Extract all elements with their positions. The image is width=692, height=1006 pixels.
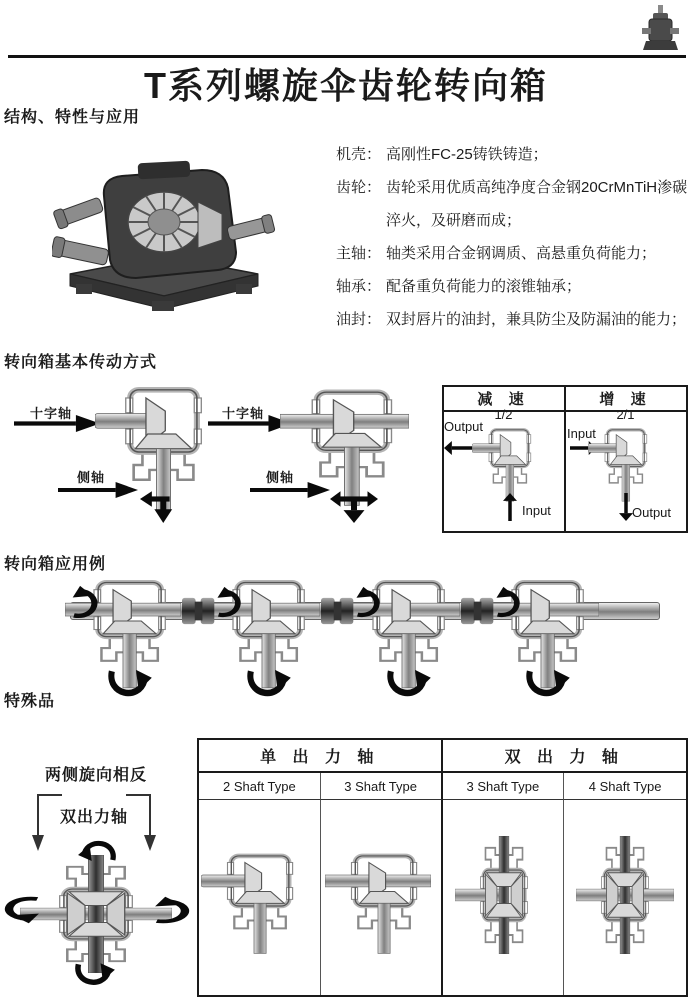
type-header: 2 Shaft Type [199, 773, 321, 800]
output-label: Output [444, 419, 484, 434]
type-cell [321, 800, 443, 995]
spec-label: 齿轮： [336, 179, 382, 196]
gearbox-4shaft-diagram [576, 836, 674, 954]
counter-rotation-note: 两侧旋向相反 [45, 767, 148, 784]
rotation-arrow-icon [493, 586, 523, 618]
cross-shaft-label: 十字轴 [222, 406, 265, 421]
rotation-arrow-icon [246, 666, 292, 700]
reduction-header: 减 速 [477, 391, 530, 408]
spec-text: 齿轮采用优质高纯净度合金钢20CrMnTiH渗碳淬火，及研磨而成； [386, 179, 688, 229]
increase-ratio: 2/1 [616, 407, 635, 422]
spec-label: 机壳： [336, 146, 382, 163]
spec-label: 轴承： [336, 278, 382, 295]
output-direction-arrows-icon [330, 487, 378, 523]
rotation-arrow-icon [214, 586, 244, 618]
gearbox-2shaft-diagram [201, 848, 307, 960]
shaft-type-table [197, 738, 688, 997]
side-shaft-label: 侧轴 [266, 470, 295, 485]
output-direction-arrows-icon [140, 487, 184, 523]
spec-text: 轴类采用合金钢调质、高悬重负荷能力； [386, 245, 657, 262]
rotation-arrow-icon [0, 896, 44, 924]
page-title: T系列螺旋伞齿轮转向箱 [144, 65, 548, 106]
spec-list [336, 138, 688, 336]
spec-label: 主轴： [336, 245, 382, 262]
section-heading-features: 结构、特性与应用 [4, 109, 141, 126]
side-shaft-label: 侧轴 [77, 470, 106, 485]
group-header-double: 双 出 力 轴 [443, 740, 687, 773]
spec-text: 双封唇片的油封，兼具防尘及防漏油的能力； [386, 311, 687, 328]
gearbox-3shaft-double-diagram [455, 836, 553, 954]
spec-row [336, 270, 688, 303]
type-cell [199, 800, 321, 995]
shaft-coupling [182, 596, 216, 626]
reduction-ratio: 1/2 [494, 407, 513, 422]
type-header: 4 Shaft Type [564, 773, 686, 800]
output-label: Output [632, 505, 672, 520]
right-arrow-icon [250, 482, 330, 498]
group-header-single: 单 出 力 轴 [199, 740, 443, 773]
rotation-arrow-icon [353, 586, 383, 618]
spec-row [336, 171, 688, 237]
section-heading-application: 转向箱应用例 [4, 556, 107, 573]
type-header: 3 Shaft Type [321, 773, 443, 800]
right-arrow-icon [14, 415, 100, 432]
section-heading-transmission: 转向箱基本传动方式 [4, 354, 158, 371]
up-arrow-icon [503, 493, 517, 521]
shaft-coupling [461, 596, 495, 626]
input-label: Input [567, 426, 596, 441]
right-arrow-icon [58, 482, 138, 498]
rotation-arrow-icon [107, 666, 153, 700]
spec-row [336, 237, 688, 270]
down-arrow-icon [619, 493, 633, 521]
dual-output-label: 双出力轴 [60, 809, 129, 826]
product-photo [52, 156, 276, 314]
rotation-arrow-icon [386, 666, 432, 700]
type-cell [564, 800, 686, 995]
input-label: Input [522, 503, 551, 518]
increase-header: 增 速 [599, 391, 652, 408]
spec-row [336, 303, 688, 336]
type-cell [443, 800, 565, 995]
rotation-arrow-icon [69, 585, 101, 619]
left-arrow-icon [444, 441, 472, 455]
spec-text: 配备重负荷能力的滚锥轴承； [386, 278, 582, 295]
rotation-arrow-icon [77, 838, 117, 864]
section-heading-special: 特殊品 [4, 693, 56, 710]
spec-row [336, 138, 688, 171]
rotation-arrow-icon [525, 666, 571, 700]
shaft-coupling [321, 596, 355, 626]
gearbox-3shaft-diagram [325, 848, 431, 960]
spec-text: 高刚性FC-25铸铁铸造； [386, 146, 548, 163]
rotation-arrow-icon [150, 896, 194, 924]
rotation-arrow-icon [74, 960, 116, 988]
type-header: 3 Shaft Type [443, 773, 565, 800]
spec-label: 油封： [336, 311, 382, 328]
corner-gearbox-image [641, 4, 681, 54]
cross-shaft-label: 十字轴 [30, 406, 73, 421]
